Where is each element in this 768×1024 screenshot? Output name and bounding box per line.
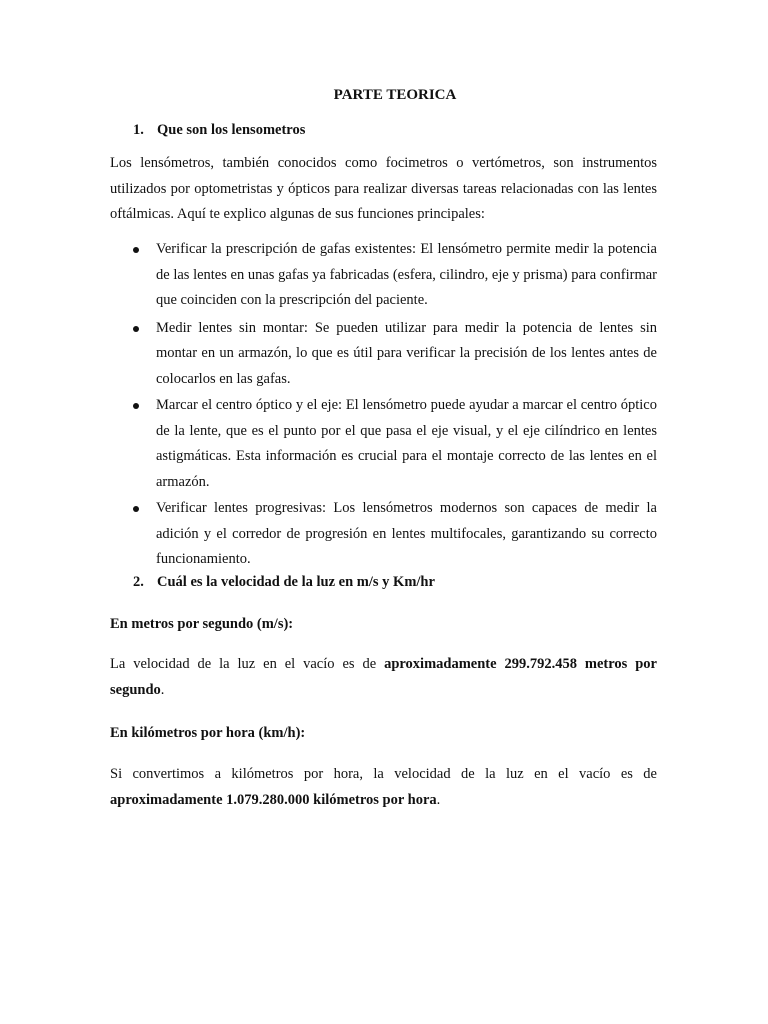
ms-subheading: En metros por segundo (m/s): — [110, 616, 294, 632]
list-item — [110, 496, 657, 573]
list-item-text: Medir lentes sin montar: Se pueden utilizar para medir la potencia de lentes sin montar en un armazón, lo que es útil para verificar la precisión de los lentes antes de colocarlos en las gafas. — [156, 319, 657, 387]
functions-list — [110, 237, 657, 573]
list-item-text: Verificar la prescripción de gafas existentes: El lensómetro permite medir la potencia de las lentes en unas gafas ya fabricadas (esfera, cilindro, eje y prisma) para confirmar que coinciden con la prescripción del paciente. — [156, 241, 657, 308]
bullet-icon — [133, 326, 139, 332]
page-title: PARTE TEORICA — [333, 87, 457, 103]
ms-value: aproximadamente 299.792.458 metros por segundo — [110, 656, 657, 698]
list-item — [110, 316, 657, 393]
bullet-icon — [133, 506, 139, 512]
list-item-text: Marcar el centro óptico y el eje: El lensómetro puede ayudar a marcar el centro óptico de la lente, que es el punto por el que pasa el eje visual, y el eje cilíndrico en lentes astigmáticas. Esta información es crucial para el montaje correcto de las lentes en el armazón. — [156, 397, 657, 490]
ms-text-end: . — [160, 681, 165, 698]
list-item-text: Verificar lentes progresivas: Los lensómetros modernos son capaces de medir la adición y el corredor de progresión en lentes multifocales, garantizando su correcto funcionamiento. — [156, 500, 657, 567]
section-1-heading — [133, 120, 305, 140]
section-2-heading — [133, 572, 435, 592]
list-item — [110, 393, 657, 495]
bullet-icon — [133, 247, 139, 253]
ms-paragraph — [110, 652, 657, 703]
list-item — [110, 237, 657, 314]
bullet-icon — [133, 403, 139, 409]
section-1-intro: Los lensómetros, también conocidos como focimetros o vertómetros, son instrumentos utilizados por optometristas y ópticos para realizar diversas tareas relacionadas con las lentes oftálmicas. Aquí te explico algunas de sus funciones principales: — [110, 155, 657, 222]
kmh-value: aproximadamente 1.079.280.000 kilómetros por hora — [110, 791, 437, 808]
kmh-text: Si convertimos a kilómetros por hora, la velocidad de la luz en el vacío es de — [110, 766, 657, 782]
kmh-paragraph — [110, 762, 657, 813]
section-1-number: 1. — [133, 122, 144, 138]
ms-text: La velocidad de la luz en el vacío es de — [110, 656, 385, 672]
kmh-subheading: En kilómetros por hora (km/h): — [110, 725, 306, 741]
section-1-heading-text: Que son los lensometros — [157, 122, 306, 138]
section-2-number: 2. — [133, 574, 144, 590]
kmh-text-end: . — [436, 791, 441, 808]
section-2-heading-text: Cuál es la velocidad de la luz en m/s y Km/hr — [157, 574, 435, 590]
